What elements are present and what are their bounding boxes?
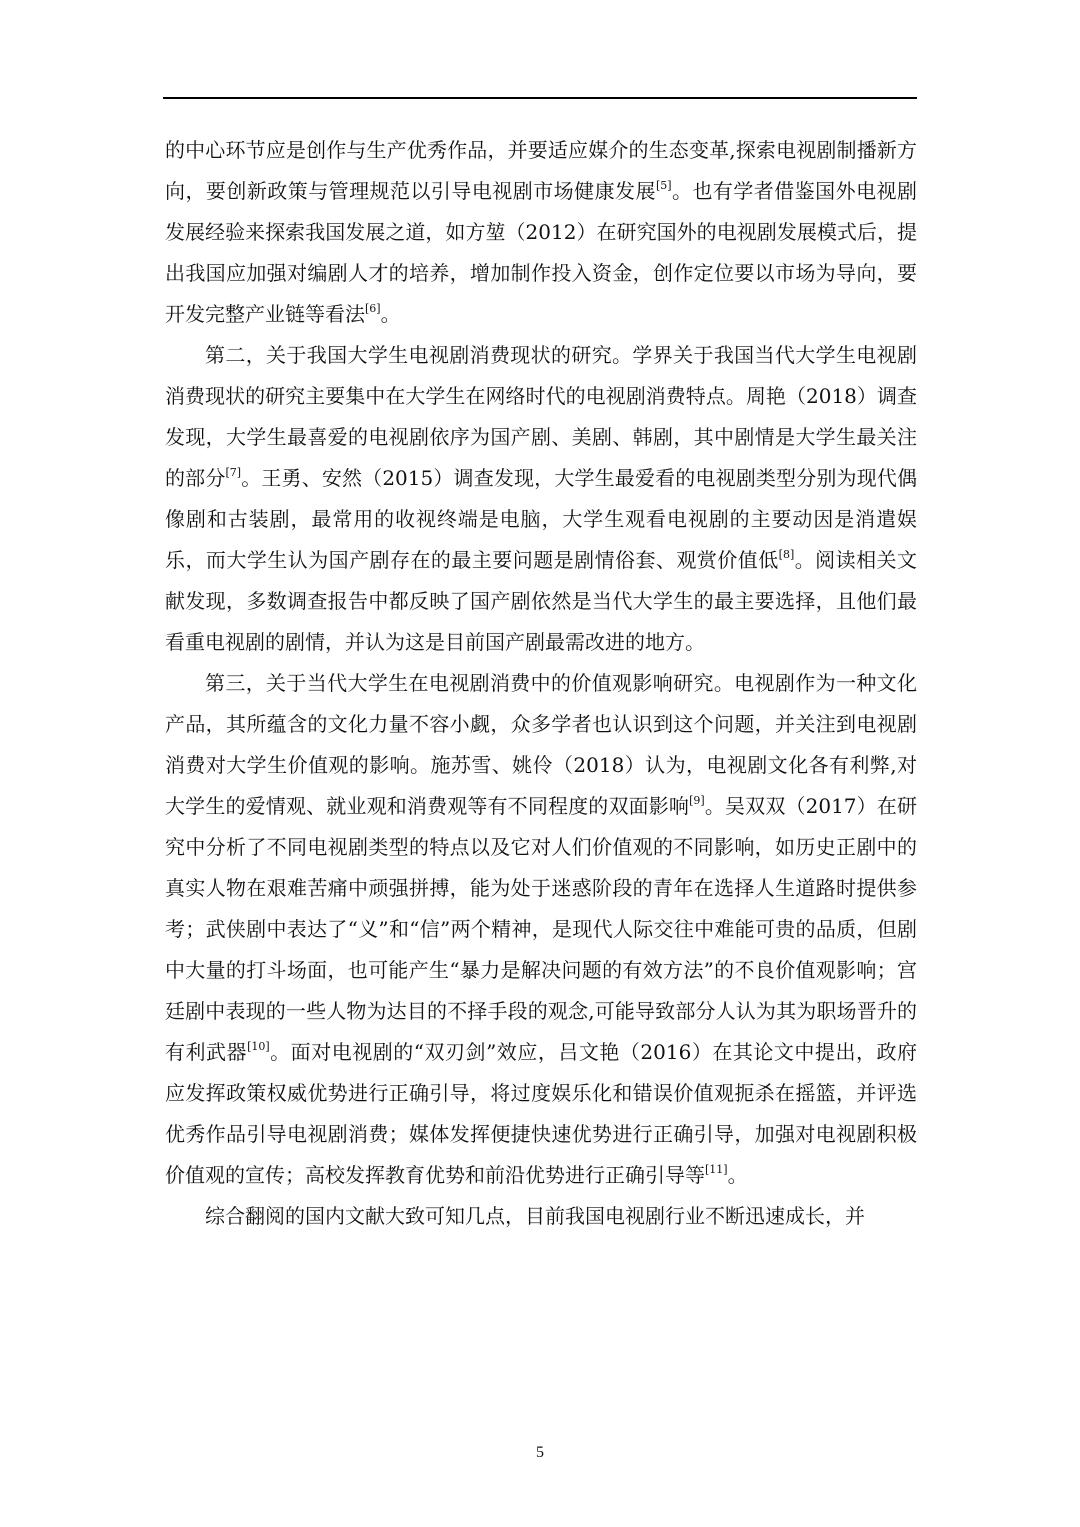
paragraph-3 — [165, 663, 917, 1196]
paragraph-text: 。王勇、安然（2015）调查发现，大学生最爱看的电视剧类型分别为现代偶像剧和古装剧，最常用的收视终端是电脑，大学生观看电视剧的主要动因是消遣娱乐，而大学生认为国产剧存在的最主要问题是剧情俗套、观赏价值低 — [165, 466, 918, 572]
paragraph-text: 。也有学者借鉴国外电视剧发展经验来探索我国发展之道，如方堃（2012）在研究国外的电视剧发展模式后，提出我国应加强对编剧人才的培养，增加制作投入资金，创作定位要以市场为导向，要开发完整产业链等看法 — [165, 179, 918, 326]
paragraph-text: 综合翻阅的国内文献大致可知几点，目前我国电视剧行业不断迅速成长，并 — [205, 1204, 865, 1228]
citation-marker: [10] — [247, 1040, 270, 1053]
citation-marker: [7] — [225, 466, 242, 479]
paragraph-text: 。面对电视剧的“双刃剑”效应，吕文艳（2016）在其论文中提出，政府应发挥政策权威优势进行正确引导，将过度娱乐化和错误价值观扼杀在摇篮，并评选优秀作品引导电视剧消费；媒体发挥便捷快速优势进行正确引导，加强对电视剧积极价值观的宣传；高校发挥教育优势和前沿优势进行正确引导等 — [165, 1040, 917, 1187]
paragraph-text: 。 — [727, 1163, 748, 1187]
citation-marker: [9] — [689, 794, 705, 807]
paragraph-text: 第二，关于我国大学生电视剧消费现状的研究。学界关于我国当代大学生电视剧消费现状的研究主要集中在大学生在网络时代的电视剧消费特点。周艳（2018）调查发现，大学生最喜爱的电视剧依序为国产剧、美剧、韩剧，其中剧情是大学生最关注的部分 — [165, 343, 917, 490]
citation-marker: [8] — [778, 548, 795, 561]
paragraph-text: 。吴双双（2017）在研究中分析了不同电视剧类型的特点以及它对人们价值观的不同影响，如历史正剧中的真实人物在艰难苦痛中顽强拼搏，能为处于迷惑阶段的青年在选择人生道路时提供参考；武侠剧中表达了“义”和“信”两个精神，是现代人际交往中难能可贵的品质，但剧中大量的打斗场面，也可能产生“暴力是解决问题的有效方法”的不良价值观影响；宫廷剧中表现的一些人物为达目的不择手段的观念,可能导致部分人认为其为职场晋升的有利武器 — [165, 794, 918, 1064]
citation-marker: [5] — [655, 179, 672, 192]
citation-marker: [6] — [365, 302, 381, 315]
body-text — [165, 130, 917, 1237]
paragraph-1 — [165, 130, 917, 335]
header-rule — [163, 97, 917, 99]
paragraph-text: 第三，关于当代大学生在电视剧消费中的价值观影响研究。电视剧作为一种文化产品，其所蕴含的文化力量不容小觑，众多学者也认识到这个问题，并关注到电视剧消费对大学生价值观的影响。施苏雪、姚伶（2018）认为，电视剧文化各有利弊,对大学生的爱情观、就业观和消费观等有不同程度的双面影响 — [165, 671, 917, 818]
paragraph-2 — [165, 335, 917, 663]
paragraph-text: 的中心环节应是创作与生产优秀作品，并要适应媒介的生态变革,探索电视剧制播新方向，要创新政策与管理规范以引导电视剧市场健康发展 — [165, 138, 917, 203]
paragraph-4 — [165, 1196, 917, 1237]
paragraph-text: 。 — [380, 302, 401, 326]
paragraph-text: 。阅读相关文献发现，多数调查报告中都反映了国产剧依然是当代大学生的最主要选择，且他们最看重电视剧的剧情，并认为这是目前国产剧最需改进的地方。 — [165, 548, 918, 654]
citation-marker: [11] — [705, 1163, 728, 1176]
page-number: 5 — [536, 1444, 544, 1461]
